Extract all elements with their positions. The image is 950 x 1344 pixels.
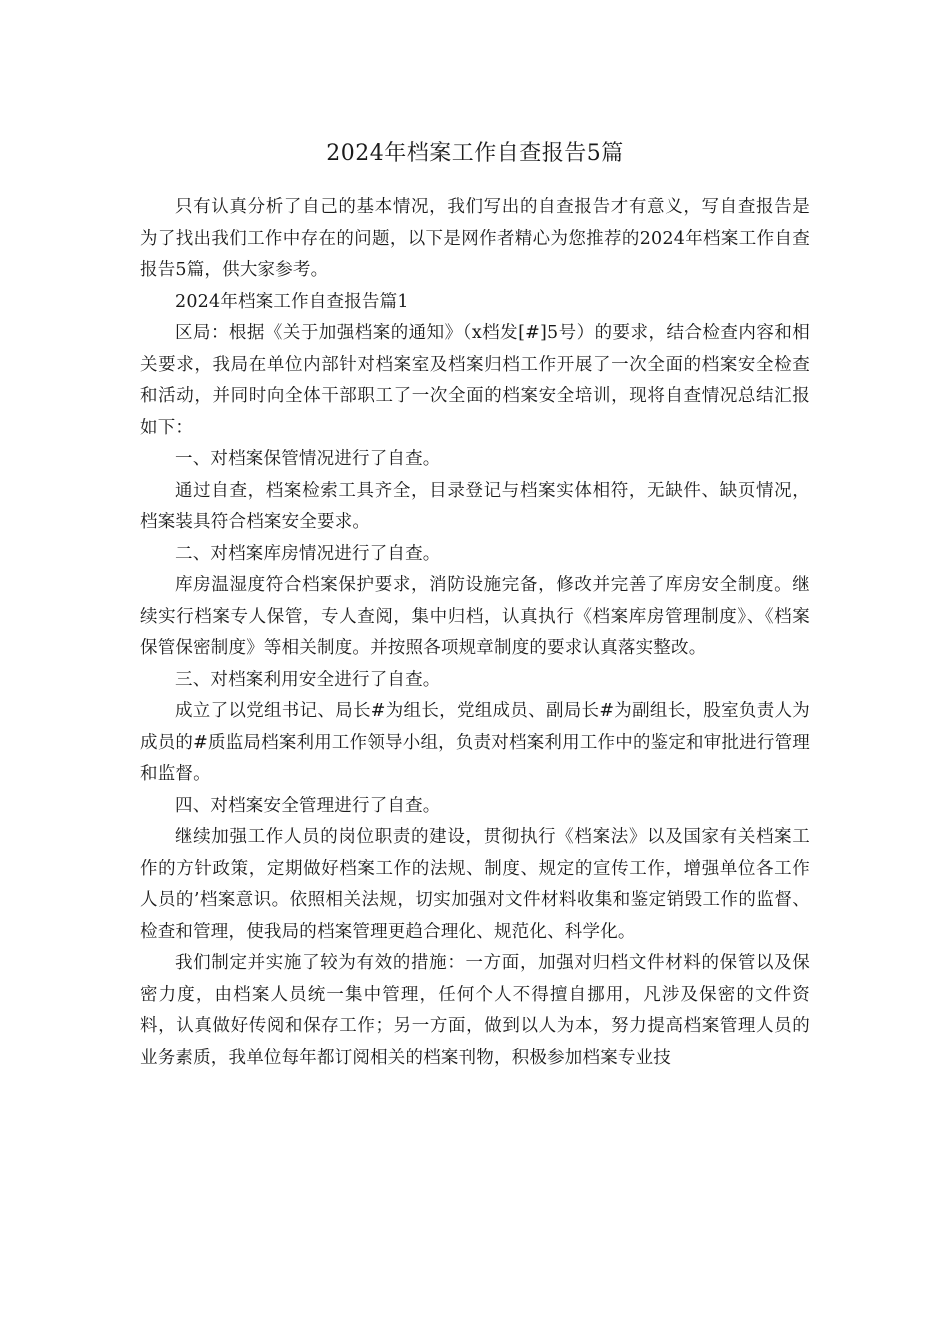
body-paragraph: 库房温湿度符合档案保护要求，消防设施完备，修改并完善了库房安全制度。继续实行档案专人保管，专人查阅，集中归档，认真执行《档案库房管理制度》、《档案保管保密制度》等相关制度。并按照各项规章制度的要求认真落实整改。 (140, 575, 810, 658)
body-paragraph: 区局：根据《关于加强档案的通知》（x档发[#]5号）的要求，结合检查内容和相关要求，我局在单位内部针对档案室及档案归档工作开展了一次全面的档案安全检查和活动，并同时向全体干部职工了一次全面的档案安全培训，现将自查情况总结汇报如下： (140, 323, 810, 438)
document-title: 2024年档案工作自查报告5篇 (326, 141, 624, 166)
body-paragraph: 我们制定并实施了较为有效的措施：一方面，加强对归档文件材料的保管以及保密力度，由档案人员统一集中管理，任何个人不得擅自挪用，凡涉及保密的文件资料，认真做好传阅和保存工作；另一方面，做到以人为本，努力提高档案管理人员的业务素质，我单位每年都订阅相关的档案刊物，积极参加档案专业技 (140, 953, 810, 1068)
document-body (140, 192, 810, 1074)
subsection-heading: 一、对档案保管情况进行了自查。 (175, 449, 441, 469)
subsection-heading: 二、对档案库房情况进行了自查。 (175, 543, 441, 564)
body-paragraph: 继续加强工作人员的岗位职责的建设，贯彻执行《档案法》以及国家有关档案工作的方针政策，定期做好档案工作的法规、制度、规定的宣传工作，增强单位各工作人员的’档案意识。依照相关法规，切实加强对文件材料收集和鉴定销毁工作的监督、检查和管理，使我局的档案管理更趋合理化、规范化、科学化。 (140, 827, 810, 942)
intro-paragraph: 只有认真分析了自己的基本情况，我们写出的自查报告才有意义，写自查报告是为了找出我们工作中存在的问题，以下是网作者精心为您推荐的2024年档案工作自查报告5篇，供大家参考。 (140, 197, 810, 280)
body-paragraph: 成立了以党组书记、局长#为组长，党组成员、副局长#为副组长，股室负责人为成员的#质监局档案利用工作领导小组，负责对档案利用工作中的鉴定和审批进行管理和监督。 (140, 701, 810, 784)
subsection-heading: 四、对档案安全管理进行了自查。 (175, 795, 441, 816)
section-heading: 2024年档案工作自查报告篇1 (175, 291, 409, 312)
subsection-heading: 三、对档案利用安全进行了自查。 (175, 669, 441, 690)
body-paragraph: 通过自查，档案检索工具齐全，目录登记与档案实体相符，无缺件、缺页情况，档案装具符合档案安全要求。 (140, 480, 810, 532)
